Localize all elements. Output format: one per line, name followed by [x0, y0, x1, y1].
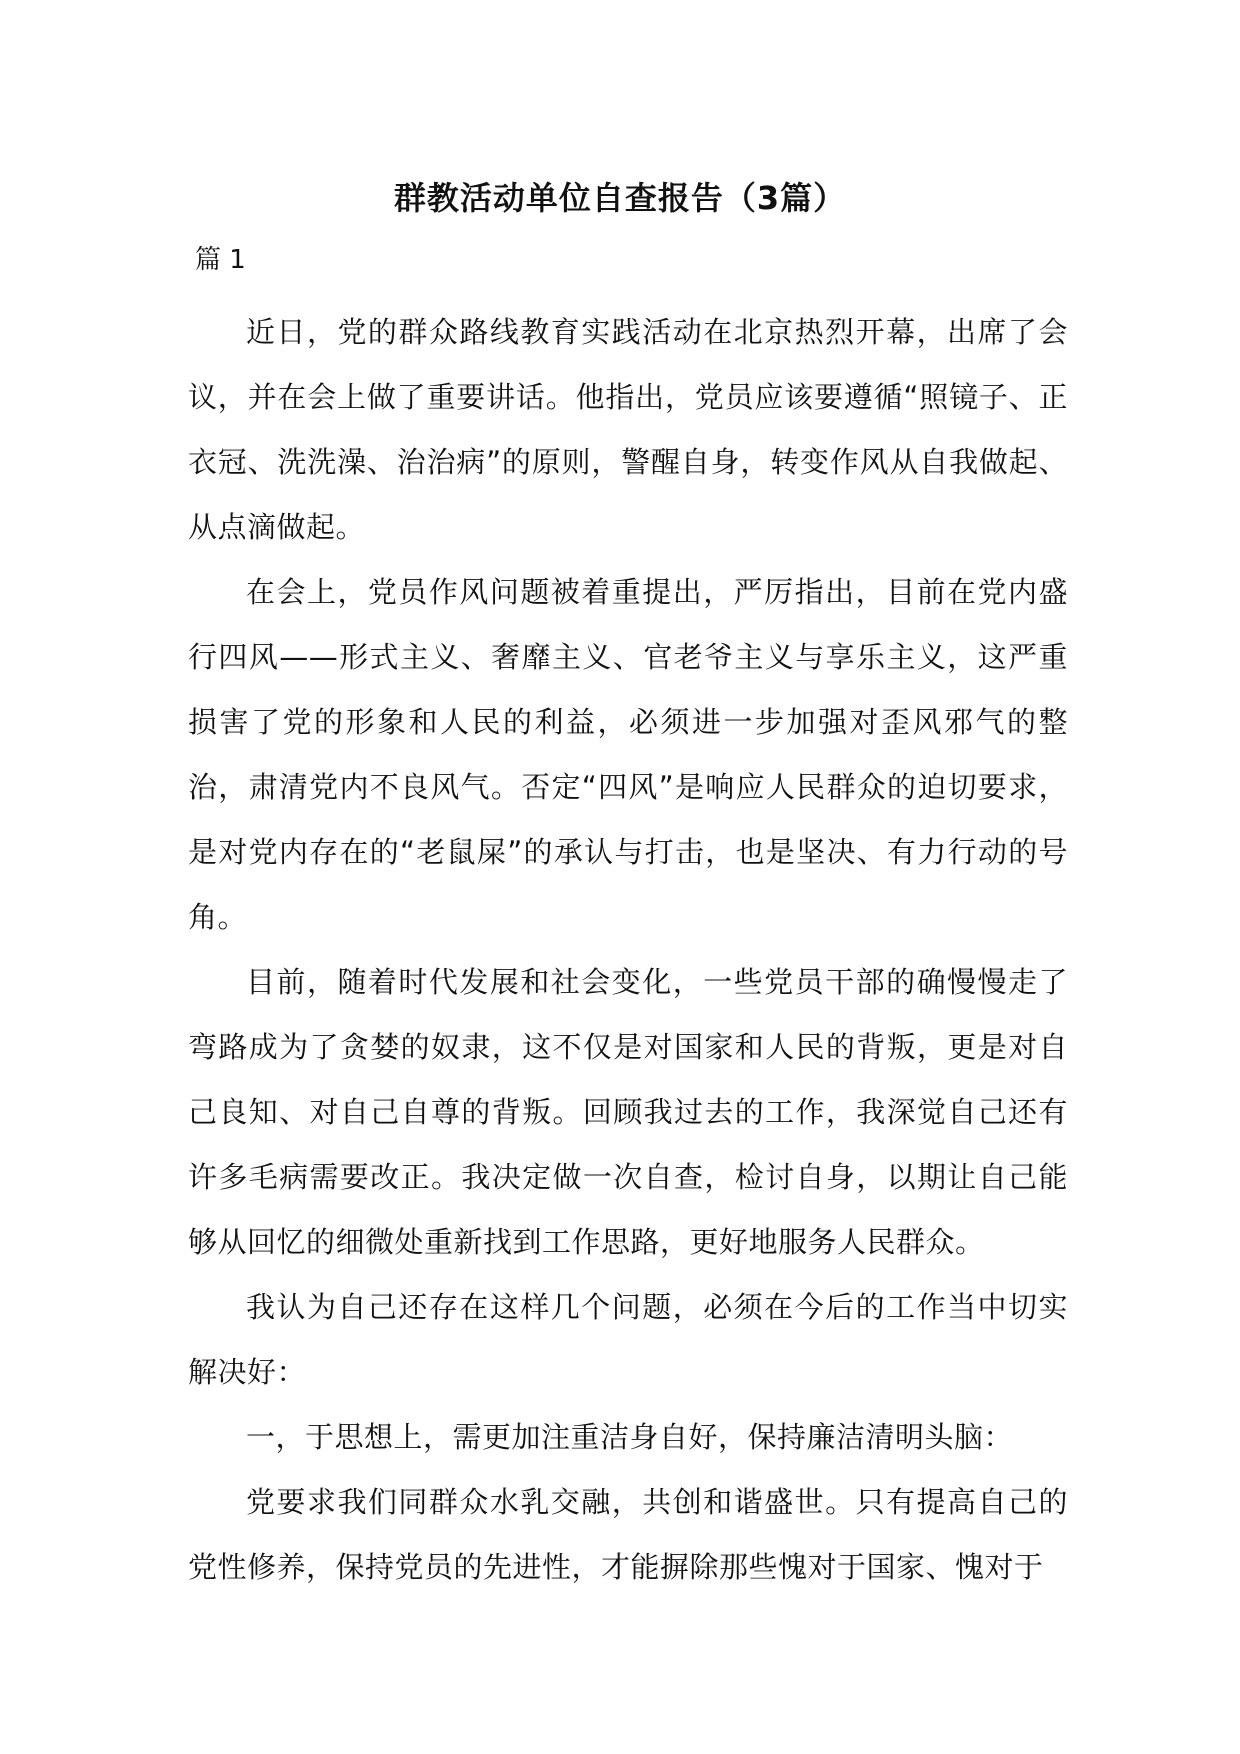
- body-text: [188, 300, 1068, 1600]
- paragraph: 一，于思想上，需更加注重洁身自好，保持廉洁清明头脑：: [246, 1420, 1014, 1454]
- paragraph: 党要求我们同群众水乳交融，共创和谐盛世。只有提高自己的党性修养，保持党员的先进性，才能摒除那些愧对于国家、愧对于: [188, 1485, 1068, 1584]
- paragraph: 目前，随着时代发展和社会变化，一些党员干部的确慢慢走了弯路成为了贪婪的奴隶，这不仅是对国家和人民的背叛，更是对自己良知、对自己自尊的背叛。回顾我过去的工作，我深觉自己还有许多毛病需要改正。我决定做一次自查，检讨自身，以期让自己能够从回忆的细微处重新找到工作思路，更好地服务人民群众。: [188, 965, 1068, 1259]
- document-title: 群教活动单位自查报告（3篇）: [393, 179, 847, 217]
- paragraph: 在会上，党员作风问题被着重提出，严厉指出，目前在党内盛行四风——形式主义、奢靡主义、官老爷主义与享乐主义，这严重损害了党的形象和人民的利益，必须进一步加强对歪风邪气的整治，肃清党内不良风气。否定“四风”是响应人民群众的迫切要求，是对党内存在的“老鼠屎”的承认与打击，也是坚决、有力行动的号角。: [188, 575, 1068, 934]
- paragraph: 近日，党的群众路线教育实践活动在北京热烈开幕，出席了会议，并在会上做了重要讲话。他指出，党员应该要遵循“照镜子、正衣冠、洗洗澡、治治病”的原则，警醒自身，转变作风从自我做起、从点滴做起。: [188, 315, 1068, 544]
- section-label: 篇 1: [195, 245, 246, 275]
- paragraph: 我认为自己还存在这样几个问题，必须在今后的工作当中切实解决好：: [188, 1290, 1068, 1389]
